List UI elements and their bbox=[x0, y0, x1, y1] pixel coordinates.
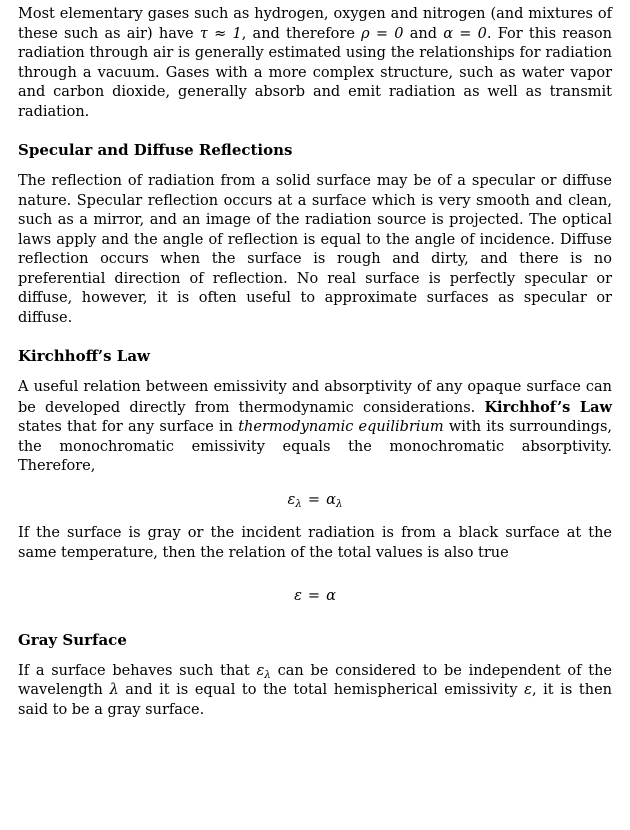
math-lambda-subscript: λ bbox=[295, 497, 302, 510]
math-lambda-subscript: λ bbox=[335, 497, 343, 510]
paragraph-kirchhoff bbox=[18, 378, 612, 477]
math-alpha-equals-0: α = 0 bbox=[443, 25, 487, 42]
text-run: . For this reason radiation through air is generally estimated using the relationships for radiation through a vacuum. Gases with a more complex structure, such as water vapor and carbon dioxide, generally absorb and emit radiation as well as transmit radiation. bbox=[18, 25, 613, 120]
math-lambda: λ bbox=[109, 682, 119, 698]
paragraph-gases bbox=[18, 5, 612, 122]
math-alpha: α bbox=[326, 491, 336, 508]
math-alpha: α bbox=[326, 588, 336, 604]
math-tau-approx-1: τ ≈ 1 bbox=[199, 25, 242, 42]
math-rho-equals-0: ρ = 0 bbox=[361, 25, 404, 42]
heading-gray-surface: Gray Surface bbox=[18, 630, 127, 649]
text-run: A useful relation between emissivity and absorptivity of any opaque surface can be developed directly from thermodynamic considerations. bbox=[18, 379, 612, 416]
italic-thermodynamic-equilibrium: thermodynamic equilibrium bbox=[238, 419, 444, 435]
text-run: If a surface behaves such that bbox=[18, 662, 257, 679]
text-run: Most elementary gases such as hydrogen, oxygen and nitrogen (and mixtures of these such as air) have bbox=[18, 6, 612, 42]
text-run: with its surroundings, the monochromatic emissivity equals the monochromatic absorptivity. Therefore, bbox=[18, 419, 612, 474]
math-lambda-subscript: λ bbox=[264, 668, 271, 681]
equation-monochromatic bbox=[18, 491, 612, 511]
text-run: and it is equal to the total hemispherical emissivity bbox=[118, 682, 525, 698]
equation-total bbox=[18, 587, 612, 607]
heading-kirchhoff: Kirchhoff’s Law bbox=[18, 347, 150, 365]
text-run: and bbox=[403, 25, 444, 42]
heading-specular-diffuse: Specular and Diffuse Reflections bbox=[18, 141, 293, 159]
paragraph-gray-surface bbox=[18, 662, 612, 721]
bold-kirchhof-law: Kirchhof’s Law bbox=[484, 398, 612, 416]
equals-sign: = bbox=[307, 491, 321, 508]
math-epsilon: ε bbox=[256, 662, 265, 679]
math-epsilon: ε bbox=[524, 682, 532, 698]
math-epsilon: ε bbox=[287, 491, 296, 508]
paragraph-reflection: The reflection of radiation from a solid surface may be of a specular or diffuse nature. Specular reflection occurs at a surface which is very smooth and clean, such as a mirror, and an image of the radiation source is projected. The optical laws apply and the angle of reflection is equal to the angle of incidence. Diffuse reflection occurs when the surface is rough and dirty, and there is no preferential direction of reflection. No real surface is perfectly specular or diffuse, however, it is often useful to approximate surfaces as specular or diffuse. bbox=[18, 173, 612, 326]
text-run: , it is then said to be a gray surface. bbox=[18, 682, 612, 718]
text-run: , and therefore bbox=[241, 25, 362, 42]
text-run: states that for any surface in bbox=[18, 419, 239, 435]
text-run: can be considered to be independent of the wavelength bbox=[18, 662, 612, 698]
math-epsilon: ε bbox=[294, 588, 302, 604]
paragraph-total-values: If the surface is gray or the incident radiation is from a black surface at the same temperature, then the relation of the total values is also true bbox=[18, 525, 612, 561]
equals-sign: = bbox=[307, 588, 321, 604]
